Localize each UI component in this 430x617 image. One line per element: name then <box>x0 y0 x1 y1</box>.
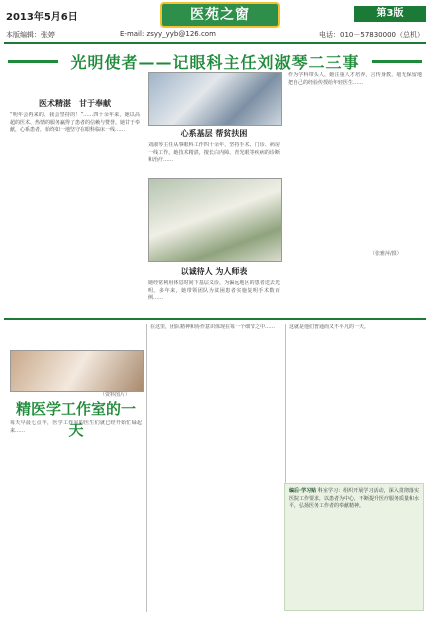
article-text-col2: 刘淑琴主任从事眼科工作四十余年，坚持手术、门诊、病房一线工作。她技术精湛，擅长白内障、青光眼等疾病的诊断和治疗…… <box>148 142 280 164</box>
article-text-col3: 她经常利用休息时间下基层义诊，为偏远地区的患者送去光明。多年来，她带领团队为贫困患者实施复明手术数百例…… <box>148 280 280 302</box>
sidebar-body: 科室学习：组织开展学习活动，深入贯彻落实医院工作要求，以患者为中心，不断提升医疗服务质量和水平，弘扬医务工作者的奉献精神。 <box>289 488 420 510</box>
article-text-col1: “明年会再来的，我会坚持的！”……四十余年来，她以高超的医术、热情的服务赢得了患者的信赖与赞誉。她甘于奉献，心系患者，始终如一地坚守在眼科临床一线…… <box>10 112 140 134</box>
article2-text-col3: 这就是他们普通而又不平凡的一天。 <box>289 324 370 330</box>
sidebar-label: 编后·学习贴 <box>289 488 317 494</box>
email-line: E-mail: zsyy_yyb@126.com <box>120 30 216 38</box>
article2-caption: （资料图片） <box>100 392 131 398</box>
section-banner: 医苑之窗 <box>160 2 280 28</box>
article-photo-2 <box>148 178 282 262</box>
subheading-2: 心系基层 帮贫扶困 <box>180 129 248 138</box>
page-number: 第3版 <box>354 6 426 22</box>
sidebar-text <box>289 488 419 511</box>
sidebar-box <box>284 483 424 611</box>
article-photo-1 <box>148 72 282 126</box>
page-header <box>0 0 430 46</box>
section-rule <box>4 318 426 320</box>
column-divider-2 <box>285 324 286 484</box>
subheading-1: 医术精湛 甘于奉献 <box>39 99 111 108</box>
article-headline: 光明使者——记眼科主任刘淑琴二三事 <box>70 53 360 72</box>
subheading-3: 以诚待人 为人师表 <box>180 267 248 276</box>
phone-line: 电话：010－57830000（总机） <box>319 31 424 39</box>
article2-text-col2: 在这里，团队精神和协作意识体现在每一个细节之中…… <box>150 324 276 330</box>
issue-date: 2013年5月6日 <box>6 12 78 23</box>
editor-line: 本版编辑：张婷 <box>6 31 55 39</box>
article2-photo <box>10 350 144 392</box>
header-rule <box>4 42 426 44</box>
article-text-col4: 作为学科带头人，她注重人才培养，言传身教，毫无保留地把自己的经验传授给年轻医生…… <box>288 72 422 86</box>
article2-headline: 精医学工作室的一天 <box>15 400 136 439</box>
article2-text-col1: 每天早晨七点半，医学工作室的医生们就已经开始忙碌起来…… <box>10 420 142 434</box>
photo-caption-1: （张雅萍/摄） <box>370 251 402 257</box>
column-divider-1 <box>146 324 147 612</box>
